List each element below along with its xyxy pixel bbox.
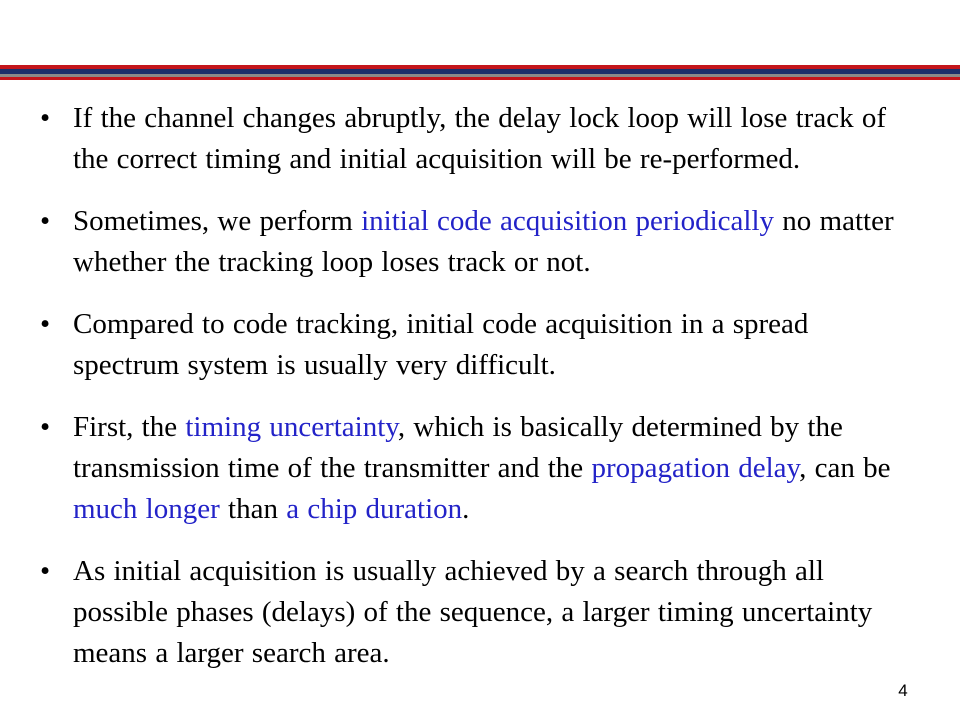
bullet-item bbox=[40, 551, 920, 674]
bullet-list bbox=[40, 98, 920, 695]
bullet-icon: • bbox=[40, 411, 51, 443]
text-segment: Compared to code tracking, initial code acquisition in a spread spectrum system is usually very difficult. bbox=[73, 308, 809, 381]
bullet-icon: • bbox=[40, 555, 51, 587]
text-segment: As initial acquisition is usually achieved by a search through all possible phases (delays) of the sequence, a larger timing uncertainty means a larger search area. bbox=[73, 555, 873, 669]
bullet-text bbox=[73, 205, 894, 278]
bullet-item bbox=[40, 407, 920, 530]
bullet-text bbox=[73, 308, 808, 381]
page-number: 4 bbox=[898, 681, 908, 700]
text-segment: , can be bbox=[799, 452, 891, 484]
bullet-item bbox=[40, 304, 920, 386]
bullet-text bbox=[73, 102, 886, 175]
highlighted-term: initial code acquisition periodically bbox=[361, 205, 775, 237]
text-segment: no matter whether the tracking loop loses track or not. bbox=[73, 205, 894, 278]
bullet-item bbox=[40, 98, 920, 180]
header-rule-red-bottom bbox=[0, 77, 960, 80]
bullet-item bbox=[40, 201, 920, 283]
text-segment: than bbox=[219, 493, 287, 525]
bullet-icon: • bbox=[40, 102, 51, 134]
highlighted-term: a chip duration bbox=[286, 493, 463, 525]
text-segment: , which is basically determined by the transmission time of the transmitter and the bbox=[73, 411, 843, 484]
highlighted-term: propagation delay bbox=[591, 452, 800, 484]
highlighted-term: much longer bbox=[73, 493, 220, 525]
text-segment: If the channel changes abruptly, the delay lock loop will lose track of the correct timing and initial acquisition will be re-performed. bbox=[73, 102, 886, 175]
text-segment: . bbox=[462, 493, 470, 525]
bullet-text bbox=[73, 411, 891, 525]
highlighted-term: timing uncertainty bbox=[185, 411, 398, 443]
text-segment: Sometimes, we perform bbox=[73, 205, 362, 237]
text-segment: First, the bbox=[73, 411, 186, 443]
bullet-icon: • bbox=[40, 308, 51, 340]
bullet-icon: • bbox=[40, 205, 51, 237]
bullet-text bbox=[73, 555, 872, 669]
